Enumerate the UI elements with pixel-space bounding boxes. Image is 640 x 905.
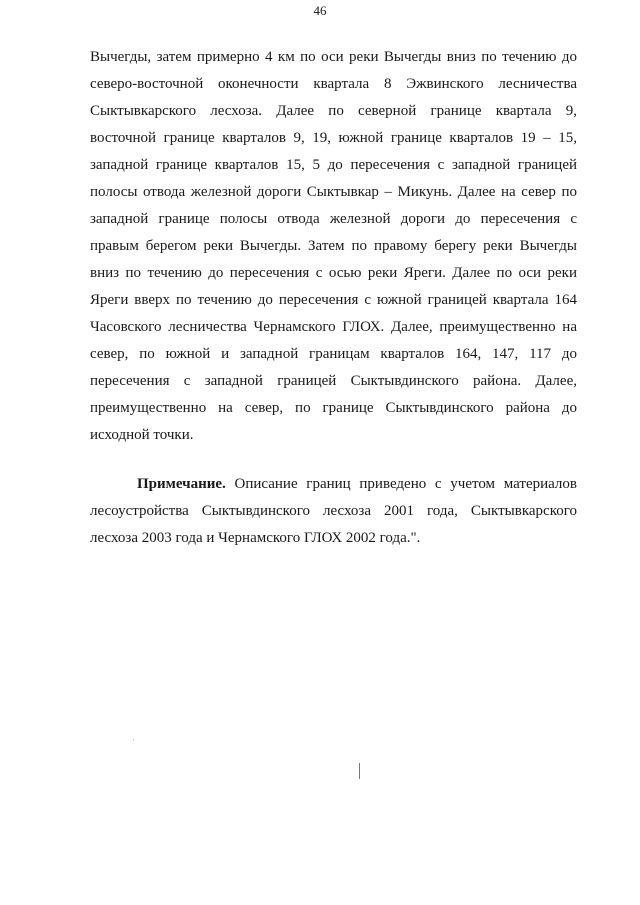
body-line: север, по южной и западной границам кварталов 164, 147, 117 до [90,346,577,362]
body-line: преимущественно на север, по границе Сыктывдинского района до [90,400,577,416]
body-line: правым берегом реки Вычегды. Затем по правому берегу реки Вычегды [90,238,577,254]
body-line: Часовского лесничества Чернамского ГЛОХ. Далее, преимущественно на [90,319,577,335]
body-line: Сыктывкарского лесхоза. Далее по северной границе квартала 9, [90,103,577,119]
body-line: Яреги вверх по течению до пересечения с южной границей квартала 164 [90,292,577,308]
scan-speck [133,739,134,740]
body-line: северо-восточной оконечности квартала 8 Эжвинского лесничества [90,76,577,92]
text-cursor-mark [359,763,360,779]
note-line: лесоустройства Сыктывдинского лесхоза 2001 года, Сыктывкарского [90,503,577,519]
body-line: полосы отвода железной дороги Сыктывкар – Микунь. Далее на север по [90,184,577,200]
body-line: пересечения с западной границей Сыктывдинского района. Далее, [90,373,577,389]
body-line: западной границе кварталов 15, 5 до пересечения с западной границей [90,157,577,173]
note-line: лесхоза 2003 года и Чернамского ГЛОХ 2002 года.". [90,530,421,546]
body-line: Вычегды, затем примерно 4 км по оси реки Вычегды вниз по течению до [90,49,577,65]
body-line: восточной границе кварталов 9, 19, южной границе кварталов 19 – 15, [90,130,577,146]
body-line: исходной точки. [90,427,194,443]
page-number: 46 [313,3,327,18]
body-line: вниз по течению до пересечения с осью реки Яреги. Далее по оси реки [90,265,577,281]
note-first-line [137,475,577,493]
body-line: западной границе полосы отвода железной дороги до пересечения с [90,211,577,227]
note-label: Примечание. [137,476,226,492]
note-first-line-text: Описание границ приведено с учетом материалов [225,476,577,492]
